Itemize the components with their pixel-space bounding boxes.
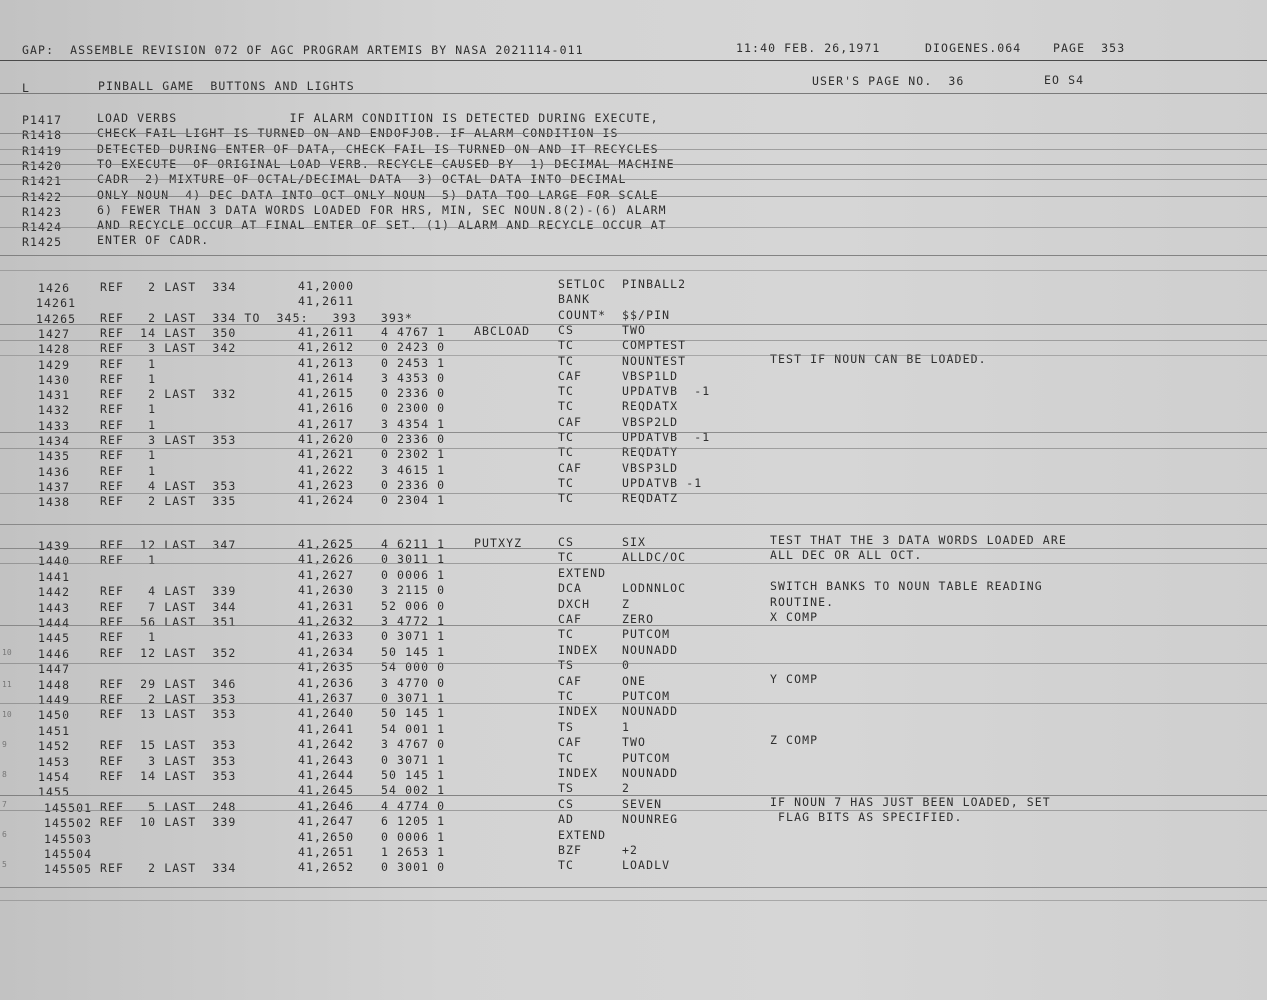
operand: ONE	[622, 673, 647, 688]
divider	[0, 270, 1267, 271]
opcode: CAF	[558, 414, 583, 429]
timestamp: 11:40 FEB. 26,1971	[736, 41, 881, 55]
opcode: TC	[558, 750, 575, 765]
opcode: BANK	[558, 292, 591, 307]
address: 41,2647	[298, 814, 355, 829]
operand: LOADLV	[622, 858, 671, 873]
operand: TWO	[622, 322, 647, 337]
divider	[0, 340, 1267, 341]
divider	[0, 887, 1267, 888]
address: 41,2632	[298, 614, 355, 628]
opcode: INDEX	[558, 704, 599, 719]
line-number: 1434	[38, 434, 71, 448]
divider	[0, 795, 1267, 796]
operand: 0	[622, 658, 631, 673]
comment-text: 6) FEWER THAN 3 DATA WORDS LOADED FOR HRS, MIN, SEC NOUN.8(2)-(6) ALARM	[97, 202, 667, 217]
machine-code: 0 2336 0	[381, 432, 446, 446]
address: 41,2615	[298, 386, 355, 401]
operand: LODNNLOC	[622, 581, 687, 596]
opcode: TC	[558, 689, 575, 703]
section-title: PINBALL GAME BUTTONS AND LIGHTS	[98, 79, 355, 93]
opcode: DXCH	[558, 596, 591, 611]
machine-code: 50 145 1	[381, 768, 446, 782]
ref-info: REF 4 LAST 353	[100, 478, 237, 493]
ref-info: REF 13 LAST 353	[100, 707, 237, 722]
opcode: TC	[558, 338, 575, 353]
address: 41,2627	[298, 567, 355, 582]
machine-code: 50 145 1	[381, 706, 446, 721]
margin-mark: 5	[2, 860, 7, 869]
ref-info: REF 15 LAST 353	[100, 738, 237, 753]
divider	[0, 93, 1267, 94]
machine-code: 0 2423 0	[381, 340, 446, 355]
machine-code: 54 000 0	[381, 660, 446, 675]
operand: NOUNREG	[622, 812, 679, 827]
line-number: 1447	[38, 662, 71, 677]
line-number: 1446	[38, 646, 71, 661]
divider	[0, 493, 1267, 494]
line-number: 1431	[38, 388, 71, 403]
line-number: R1419	[22, 143, 63, 158]
line-number: 1428	[38, 342, 71, 357]
divider	[0, 133, 1267, 134]
line-number: 1449	[38, 693, 71, 707]
machine-code: 0 3071 1	[381, 691, 446, 705]
line-number: 1435	[38, 449, 71, 464]
line-number: 1450	[38, 708, 71, 723]
address: 41,2631	[298, 598, 355, 613]
operand: NOUNADD	[622, 766, 679, 780]
margin-mark: 9	[2, 740, 7, 749]
code-comment: X COMP	[770, 610, 819, 624]
operand: SEVEN	[622, 796, 663, 811]
operand: UPDATVB -1	[622, 475, 703, 490]
line-number: R1423	[22, 204, 63, 219]
eo-code: EO S4	[1044, 73, 1085, 87]
ref-info: REF 1	[100, 463, 157, 478]
line-number: 1451	[38, 723, 71, 738]
machine-code: 3 4615 1	[381, 462, 446, 477]
margin-mark: 10	[2, 648, 12, 657]
opcode: DCA	[558, 581, 583, 596]
machine-code: 0 2336 0	[381, 386, 446, 401]
code-comment: Z COMP	[770, 733, 819, 748]
opcode: CAF	[558, 368, 583, 383]
machine-code: 0 2453 1	[381, 355, 446, 370]
address: 41,2643	[298, 752, 355, 767]
opcode: COUNT*	[558, 307, 607, 322]
ref-info: REF 1	[100, 417, 157, 432]
machine-code: 0 2300 0	[381, 401, 446, 416]
operand: 1	[622, 719, 631, 734]
line-number: 145504	[44, 847, 93, 861]
listing-title: GAP: ASSEMBLE REVISION 072 OF AGC PROGRAM ARTEMIS BY NASA 2021114-011	[22, 43, 584, 57]
opcode: TC	[558, 550, 575, 565]
ref-info: REF 1	[100, 371, 157, 386]
opcode: CAF	[558, 735, 583, 750]
line-number: 1438	[38, 495, 71, 510]
ref-info: REF 10 LAST 339	[100, 815, 237, 830]
machine-code: 0 2336 0	[381, 477, 446, 492]
divider	[0, 663, 1267, 664]
operand: NOUNADD	[622, 642, 679, 657]
operand: ALLDC/OC	[622, 550, 687, 565]
line-number: 1426	[38, 281, 71, 295]
machine-code: 0 0006 1	[381, 829, 446, 844]
opcode: INDEX	[558, 642, 599, 657]
machine-code: 0 3011 1	[381, 552, 446, 567]
line-number: 1448	[38, 677, 71, 692]
opcode: TC	[558, 858, 575, 873]
machine-code: 52 006 0	[381, 598, 446, 613]
divider	[0, 227, 1267, 228]
comment-text: DETECTED DURING ENTER OF DATA, CHECK FAIL IS TURNED ON AND IT RECYCLES	[97, 141, 659, 156]
line-number: 1440	[38, 554, 71, 569]
operand: UPDATVB -1	[622, 430, 711, 444]
ref-info: REF 2 LAST 332	[100, 387, 237, 402]
opcode: TC	[558, 491, 575, 506]
machine-code: 4 4767 1	[381, 324, 446, 339]
margin-mark: 11	[2, 680, 12, 689]
opcode: SETLOC	[558, 277, 607, 291]
line-number: 145502	[44, 816, 93, 831]
opcode: CAF	[558, 612, 583, 626]
divider	[0, 900, 1267, 901]
line-number: P1417	[22, 113, 63, 127]
ref-info: REF 3 LAST 342	[100, 341, 237, 356]
opcode: AD	[558, 812, 575, 827]
operator-id: DIOGENES.064	[925, 41, 1022, 55]
opcode: CAF	[558, 673, 583, 688]
ref-info: REF 3 LAST 353	[100, 753, 237, 768]
operand: PUTCOM	[622, 750, 671, 765]
line-number: R1418	[22, 128, 63, 143]
line-number: R1425	[22, 235, 63, 250]
section-code: L	[22, 81, 31, 95]
line-number: 1452	[38, 739, 71, 754]
ref-info: REF 1	[100, 630, 157, 645]
code-comment: ALL DEC OR ALL OCT.	[770, 548, 923, 563]
margin-mark: 8	[2, 770, 7, 779]
ref-info: REF 1	[100, 356, 157, 371]
address: 41,2642	[298, 737, 355, 752]
ref-info: REF 14 LAST 350	[100, 325, 237, 340]
code-comment: Y COMP	[770, 671, 819, 686]
operand: PUTCOM	[622, 627, 671, 642]
machine-code: 3 4767 0	[381, 737, 446, 752]
ref-info: REF 29 LAST 346	[100, 676, 237, 691]
operand: REQDATY	[622, 445, 679, 460]
machine-code: 3 4353 0	[381, 370, 446, 385]
line-number: 1432	[38, 403, 71, 418]
machine-code: 4 6211 1	[381, 537, 446, 551]
line-number: 1455	[38, 785, 71, 800]
divider	[0, 60, 1267, 61]
machine-code: 0 3071 1	[381, 629, 446, 644]
line-number: 145503	[44, 831, 93, 846]
operand: Z	[622, 596, 631, 611]
opcode: EXTEND	[558, 827, 607, 842]
address: 41,2611	[298, 294, 355, 309]
line-number: 1439	[38, 539, 71, 553]
address: 41,2624	[298, 493, 355, 508]
machine-code: 3 2115 0	[381, 583, 446, 598]
divider	[0, 255, 1267, 256]
line-number: 14265	[36, 311, 77, 326]
address: 41,2650	[298, 829, 355, 844]
address: 41,2622	[298, 462, 355, 477]
comment-text: ENTER OF CADR.	[97, 233, 210, 248]
address: 41,2623	[298, 477, 355, 492]
line-number: 1454	[38, 770, 71, 784]
divider	[0, 810, 1267, 811]
address: 41,2626	[298, 552, 355, 567]
machine-code: 0 3001 0	[381, 860, 446, 875]
margin-mark: 6	[2, 830, 7, 839]
machine-code: 3 4770 0	[381, 675, 446, 690]
ref-info: REF 56 LAST 351	[100, 615, 237, 629]
address: 41,2633	[298, 629, 355, 644]
ref-info: REF 2 LAST 334 TO 345: 393 393*	[100, 310, 413, 325]
divider	[0, 149, 1267, 150]
line-number: 1443	[38, 600, 71, 615]
opcode: CAF	[558, 460, 583, 475]
address: 41,2636	[298, 675, 355, 690]
comment-text: LOAD VERBS IF ALARM CONDITION IS DETECTED DURING EXECUTE,	[97, 111, 659, 125]
ref-info: REF 7 LAST 344	[100, 599, 237, 614]
line-number: 1433	[38, 418, 71, 433]
ref-info: REF 2 LAST 334	[100, 861, 237, 876]
line-number: R1422	[22, 189, 63, 204]
line-number: 145501	[44, 800, 93, 815]
machine-code: 3 4772 1	[381, 614, 446, 628]
comment-text: CHECK FAIL LIGHT IS TURNED ON AND ENDOFJOB. IF ALARM CONDITION IS	[97, 126, 619, 141]
margin-mark: 7	[2, 800, 7, 809]
operand: COMPTEST	[622, 338, 687, 353]
machine-code: 3 4354 1	[381, 416, 446, 431]
opcode: TC	[558, 475, 575, 490]
line-number: R1420	[22, 158, 63, 173]
machine-code: 54 002 1	[381, 783, 446, 798]
divider	[0, 196, 1267, 197]
address: 41,2641	[298, 721, 355, 736]
operand: VBSP1LD	[622, 368, 679, 383]
address: 41,2646	[298, 798, 355, 813]
machine-code: 4 4774 0	[381, 798, 446, 813]
operand: +2	[622, 843, 639, 857]
opcode: TC	[558, 445, 575, 460]
address: 41,2613	[298, 355, 355, 370]
code-comment: TEST IF NOUN CAN BE LOADED.	[770, 351, 987, 366]
line-number: 1436	[38, 464, 71, 479]
comment-text: TO EXECUTE OF ORIGINAL LOAD VERB. RECYCLE CAUSED BY 1) DECIMAL MACHINE	[97, 156, 675, 171]
line-number: 1429	[38, 357, 71, 372]
operand: REQDATZ	[622, 491, 679, 506]
ref-info: REF 12 LAST 352	[100, 645, 237, 660]
address: 41,2616	[298, 401, 355, 416]
code-comment: ROUTINE.	[770, 594, 835, 609]
operand: 2	[622, 781, 631, 796]
opcode: TC	[558, 353, 575, 368]
operand: PINBALL2	[622, 277, 687, 291]
opcode: INDEX	[558, 766, 599, 780]
address: 41,2640	[298, 706, 355, 721]
ref-info: REF 2 LAST 335	[100, 494, 237, 509]
divider	[0, 703, 1267, 704]
line-number: 1441	[38, 569, 71, 584]
divider	[0, 324, 1267, 325]
comment-text: AND RECYCLE OCCUR AT FINAL ENTER OF SET. (1) ALARM AND RECYCLE OCCUR AT	[97, 218, 667, 233]
address: 41,2620	[298, 432, 355, 446]
operand: UPDATVB -1	[622, 384, 711, 399]
ref-info: REF 5 LAST 248	[100, 799, 237, 814]
opcode: TC	[558, 627, 575, 642]
symbol-label: PUTXYZ	[474, 536, 523, 550]
ref-info: REF 1	[100, 448, 157, 463]
address: 41,2614	[298, 370, 355, 385]
opcode: TC	[558, 399, 575, 414]
machine-code: 54 001 1	[381, 721, 446, 736]
divider	[0, 448, 1267, 449]
symbol-label: ABCLOAD	[474, 323, 531, 338]
ref-info: REF 2 LAST 353	[100, 692, 237, 706]
operand: ZERO	[622, 612, 655, 626]
comment-text: CADR 2) MIXTURE OF OCTAL/DECIMAL DATA 3) OCTAL DATA INTO DECIMAL	[97, 172, 627, 187]
address: 41,2611	[298, 324, 355, 339]
address: 41,2621	[298, 447, 355, 462]
machine-code: 1 2653 1	[381, 845, 446, 859]
operand: VBSP3LD	[622, 460, 679, 475]
address: 41,2645	[298, 783, 355, 798]
line-number: 1444	[38, 616, 71, 630]
operand: SIX	[622, 535, 647, 549]
machine-code: 50 145 1	[381, 644, 446, 659]
address: 41,2634	[298, 644, 355, 659]
margin-mark: 10	[2, 710, 12, 719]
ref-info: REF 3 LAST 353	[100, 433, 237, 447]
line-number: 1437	[38, 479, 71, 494]
divider	[0, 355, 1267, 356]
address: 41,2000	[298, 279, 355, 293]
operand: TWO	[622, 735, 647, 750]
ref-info: REF 2 LAST 334	[100, 280, 237, 294]
opcode: TS	[558, 658, 575, 673]
users-page: USER'S PAGE NO. 36	[812, 74, 965, 88]
code-comment: IF NOUN 7 HAS JUST BEEN LOADED, SET	[770, 794, 1051, 809]
ref-info: REF 14 LAST 353	[100, 769, 237, 783]
opcode: CS	[558, 322, 575, 337]
opcode: TS	[558, 719, 575, 734]
machine-code: 0 0006 1	[381, 567, 446, 582]
line-number: R1424	[22, 220, 63, 235]
divider	[0, 524, 1267, 525]
line-number: 1430	[38, 372, 71, 387]
ref-info: REF 1	[100, 402, 157, 417]
address: 41,2612	[298, 340, 355, 355]
address: 41,2644	[298, 768, 355, 782]
line-number: 1453	[38, 754, 71, 769]
address: 41,2635	[298, 660, 355, 675]
operand: REQDATX	[622, 399, 679, 414]
ref-info: REF 12 LAST 347	[100, 538, 237, 552]
ref-info: REF 1	[100, 553, 157, 568]
operand: NOUNADD	[622, 704, 679, 719]
opcode: CS	[558, 535, 575, 549]
comment-text: ONLY NOUN 4) DEC DATA INTO OCT ONLY NOUN 5) DATA TOO LARGE FOR SCALE	[97, 187, 659, 202]
line-number: 14261	[36, 296, 77, 311]
opcode: TC	[558, 384, 575, 399]
line-number: 1442	[38, 585, 71, 600]
code-comment: FLAG BITS AS SPECIFIED.	[770, 810, 963, 825]
opcode: BZF	[558, 843, 583, 857]
page-number: PAGE 353	[1053, 41, 1126, 55]
line-number: 1427	[38, 326, 71, 341]
address: 41,2637	[298, 691, 355, 705]
address: 41,2630	[298, 583, 355, 598]
code-comment: SWITCH BANKS TO NOUN TABLE READING	[770, 579, 1043, 594]
machine-code: 6 1205 1	[381, 814, 446, 829]
address: 41,2617	[298, 416, 355, 431]
machine-code: 0 2304 1	[381, 493, 446, 508]
machine-code: 0 3071 1	[381, 752, 446, 767]
opcode: TC	[558, 430, 575, 444]
divider	[0, 432, 1267, 433]
address: 41,2651	[298, 845, 355, 859]
operand: NOUNTEST	[622, 353, 687, 368]
line-number: 145505	[44, 862, 93, 877]
address: 41,2652	[298, 860, 355, 875]
opcode: EXTEND	[558, 565, 607, 580]
line-number: 1445	[38, 631, 71, 646]
ref-info: REF 4 LAST 339	[100, 584, 237, 599]
opcode: CS	[558, 796, 575, 811]
divider	[0, 179, 1267, 180]
divider	[0, 548, 1267, 549]
machine-code: 0 2302 1	[381, 447, 446, 462]
operand: $$/PIN	[622, 307, 671, 322]
code-comment: TEST THAT THE 3 DATA WORDS LOADED ARE	[770, 533, 1067, 547]
operand: PUTCOM	[622, 689, 671, 703]
operand: VBSP2LD	[622, 414, 679, 429]
divider	[0, 625, 1267, 626]
address: 41,2625	[298, 537, 355, 551]
line-number: R1421	[22, 174, 63, 189]
divider	[0, 563, 1267, 564]
opcode: TS	[558, 781, 575, 796]
divider	[0, 164, 1267, 165]
